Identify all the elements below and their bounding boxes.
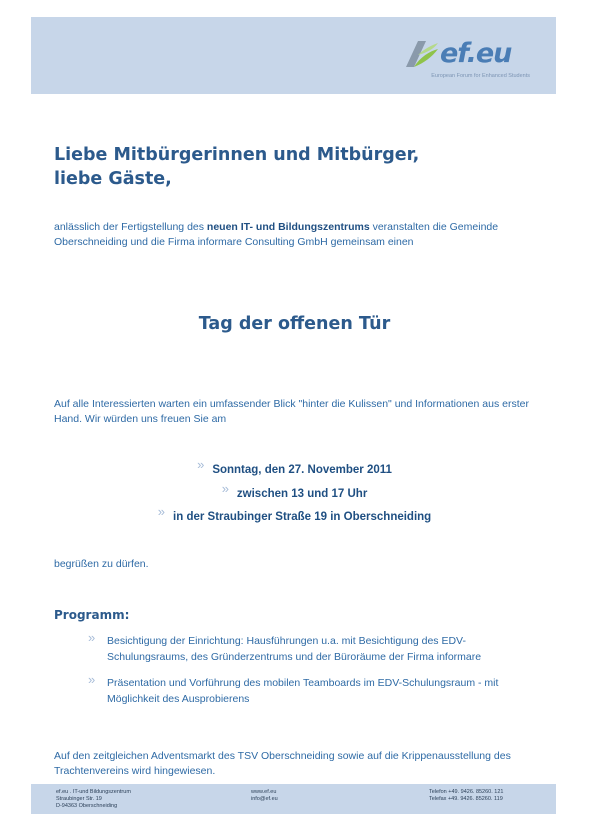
detail-time	[0, 480, 589, 509]
footer-org: ef.eu . IT-und Bildungszentrum	[56, 789, 131, 795]
greeting	[54, 143, 419, 191]
footer-city: D-94363 Oberschneiding	[56, 803, 118, 809]
detail-location-text: in der Straubinger Straße 19 in Oberschneiding	[173, 511, 432, 523]
notice-paragraph: Auf den zeitgleichen Adventsmarkt des TSV Oberschneiding sowie auf die Krippenausstellung des Trachtenvereins wird hingewiesen.	[54, 750, 511, 777]
program-item-text: Präsentation und Vorführung des mobilen Teamboards im EDV-Schulungsraum - mit Möglichkeit des Ausprobierens	[107, 677, 499, 705]
closing-text: begrüßen zu dürfen.	[54, 558, 149, 570]
intro-text-before: anlässlich der Fertigstellung des	[54, 221, 207, 233]
detail-time-text: zwischen 13 und 17 Uhr	[236, 487, 368, 500]
chevron-icon: »	[197, 457, 205, 472]
chevron-icon: »	[88, 672, 96, 687]
program-item-text: Besichtigung der Einrichtung: Hausführungen u.a. mit Besichtigung des EDV-Schulungsraums, des Gründerzentrums und der Büroräume der Firma informare	[107, 635, 482, 663]
logo-tagline: European Forum for Enhanced Students	[431, 73, 530, 79]
header-band	[31, 17, 556, 94]
greeting-line-2: liebe Gäste,	[54, 169, 172, 189]
detail-location	[0, 504, 589, 532]
chevron-icon: »	[88, 630, 96, 645]
list-item	[88, 630, 538, 665]
footer-email-link[interactable]: info@ef.eu	[251, 796, 278, 802]
footer-telefon: Telefon +49. 9426. 85260. 121	[429, 789, 504, 795]
footer-street: Straubinger Str. 19	[56, 796, 102, 802]
program-list	[88, 630, 538, 717]
footer-website-link[interactable]: www.ef.eu	[251, 789, 277, 795]
footer-phone	[429, 789, 503, 803]
event-title: Tag der offenen Tür	[198, 314, 391, 334]
logo-wordmark: ef.eu	[440, 38, 512, 69]
footer-telefax: Telefax +49. 9426. 85260. 119	[429, 796, 503, 802]
intro-text-bold: neuen IT- und Bildungszentrums	[206, 221, 370, 233]
invite-paragraph: Auf alle Interessierten warten ein umfassender Blick "hinter die Kulissen" und Informationen aus erster Hand. Wir würden uns freuen Sie am	[54, 398, 529, 425]
chevron-icon: »	[221, 480, 229, 496]
intro-paragraph	[54, 220, 534, 250]
efeu-logo	[400, 37, 530, 87]
chevron-icon: »	[157, 504, 166, 519]
footer-band	[31, 784, 556, 814]
greeting-line-1: Liebe Mitbürgerinnen und Mitbürger,	[54, 145, 420, 165]
detail-date-text: Sonntag, den 27. November 2011	[212, 464, 392, 476]
footer-address	[56, 789, 131, 810]
list-item	[88, 672, 538, 707]
event-details	[0, 457, 589, 532]
intro-text-after: veranstalten die Gemeinde Oberschneiding und die Firma informare Consulting GmbH gemeinsam einen	[54, 221, 499, 248]
detail-date	[0, 457, 589, 485]
program-title: Programm:	[54, 608, 130, 622]
leaf-icon	[400, 37, 440, 71]
footer-web	[251, 789, 278, 803]
